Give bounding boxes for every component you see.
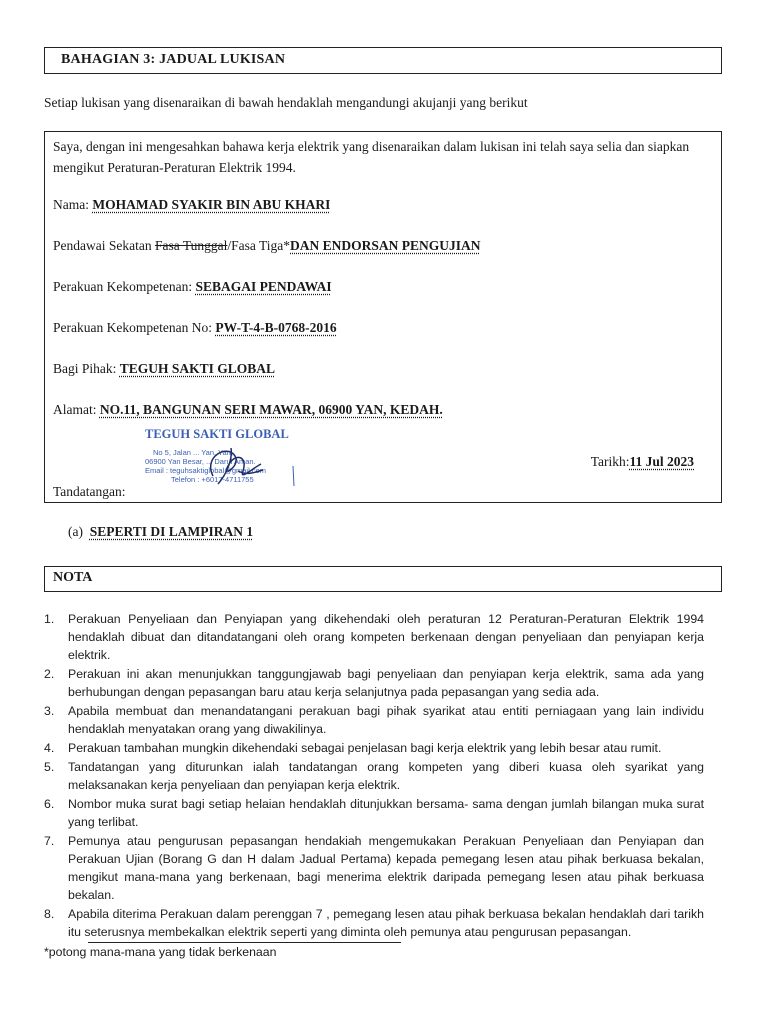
kekompetenan-label: Perakuan Kekompetenan:	[53, 279, 193, 294]
note-number: 5.	[44, 760, 55, 774]
stamp-company: TEGUH SAKTI GLOBAL	[145, 427, 289, 441]
tarikh-row	[591, 454, 694, 470]
stamp-line-4: Telefon : +6017-4711755	[171, 475, 254, 484]
item-a-value: SEPERTI DI LAMPIRAN 1	[89, 524, 254, 539]
note-text: Apabila diterima Perakuan dalam perenggan 7 , pemegang lesen atau pihak berkuasa bekalan hendaklah dari tarikh itu seterusnya membekalkan elektrik seperti yang diminta oleh pemunya atau pengurusan pepasangan.	[68, 907, 704, 939]
alamat-value: NO.11, BANGUNAN SERI MAWAR, 06900 YAN, KEDAH.	[99, 402, 443, 417]
kekompetenan-no-row	[53, 320, 337, 336]
note-number: 1.	[44, 612, 55, 626]
note-text: Pemunya atau pengurusan pepasangan hendakiah mengemukakan Perakuan Penyeliaan dan Penyiapan dan Perakuan Ujian (Borang G dan H dalam Jadual Pertama) kepada pemegang lesen atau pihak berkuasa bekalan, mengikut mana-mana yang berkenaan, bagi menerima elektrik daripada pemegang lesen atau pihak berkuasa bekalan.	[68, 834, 704, 902]
nama-row	[53, 197, 330, 213]
note-text: Apabila membuat dan menandatangani perakuan bagi pihak syarikat atau entiti perniagaan yang lain individu hendaklah menyatakan orang yang diwakilinya.	[68, 704, 704, 736]
kekompetenan-no-value: PW-T-4-B-0768-2016	[215, 320, 337, 335]
item-a-label: (a)	[68, 524, 83, 539]
nota-title	[44, 566, 722, 592]
stamp-line-3: Email : teguhsaktiglobal@gmail.com	[145, 466, 266, 475]
pendawai-struck-option: Fasa Tunggal	[154, 238, 228, 253]
list-item	[44, 702, 704, 738]
pihak-row	[53, 361, 275, 377]
pendawai-value: DAN ENDORSAN PENGUJIAN	[290, 238, 481, 253]
section-title-text: BAHAGIAN 3: JADUAL LUKISAN	[61, 52, 286, 67]
note-number: 6.	[44, 797, 55, 811]
section-title	[44, 47, 722, 74]
tandatangan-label: Tandatangan:	[53, 484, 126, 499]
list-item	[44, 739, 704, 757]
footnote: *potong mana-mana yang tidak berkenaan	[44, 945, 277, 959]
pendawai-option: /Fasa Tiga*	[227, 238, 291, 253]
list-item	[44, 758, 704, 794]
declaration-statement: Saya, dengan ini mengesahkan bahawa kerja elektrik yang disenaraikan dalam lukisan ini telah saya selia dan siapkan mengikut Peraturan-Peraturan Elektrik 1994.	[53, 139, 690, 175]
note-text: Nombor muka surat bagi setiap helaian hendaklah ditunjukkan bersama- sama dengan jumlah bilangan muka surat yang terlibat.	[68, 797, 704, 829]
kekompetenan-row	[53, 279, 332, 295]
nama-value: MOHAMAD SYAKIR BIN ABU KHARI	[92, 197, 331, 212]
alamat-row	[53, 402, 443, 418]
pendawai-row	[53, 238, 481, 254]
company-stamp-image	[143, 426, 303, 496]
note-number: 2.	[44, 667, 55, 681]
list-item	[44, 665, 704, 701]
list-item	[44, 610, 704, 664]
footnote-divider	[88, 942, 401, 943]
item-a	[68, 524, 253, 540]
note-number: 7.	[44, 834, 55, 848]
intro-text: Setiap lukisan yang disenaraikan di bawah hendaklah mengandungi akujanji yang berikut	[44, 95, 528, 110]
alamat-label: Alamat:	[53, 402, 97, 417]
note-text: Tandatangan yang diturunkan ialah tandatangan orang kompeten yang diberi kuasa oleh syarikat yang melaksanakan kerja penyeliaan dan penyiapan kerja elektrik.	[68, 760, 704, 792]
list-item	[44, 795, 704, 831]
kekompetenan-value: SEBAGAI PENDAWAI	[195, 279, 332, 294]
stamp-line-2: 06900 Yan Besar, ... Darul Aman.	[145, 457, 256, 466]
stamp-line-1: No 5, Jalan ... Yan, Yan,	[153, 448, 233, 457]
notes-list	[44, 610, 704, 942]
note-number: 4.	[44, 741, 55, 755]
kekompetenan-no-label: Perakuan Kekompetenan No:	[53, 320, 212, 335]
list-item	[44, 832, 704, 904]
tarikh-value: 11 Jul 2023	[629, 454, 694, 469]
tarikh-label: Tarikh:	[590, 454, 630, 469]
note-text: Perakuan Penyeliaan dan Penyiapan yang dikehendaki oleh peraturan 12 Peraturan-Peraturan Elektrik 1994 hendaklah dibuat dan ditandatangani oleh orang kompeten berkenaan dengan penyeliaan dan penyiapan kerja elektrik.	[68, 612, 704, 662]
note-number: 3.	[44, 704, 55, 718]
nama-label: Nama:	[53, 197, 89, 212]
pihak-label: Bagi Pihak:	[53, 361, 117, 376]
note-text: Perakuan ini akan menunjukkan tanggungjawab bagi penyeliaan dan penyiapan kerja elektrik, sama ada yang berhubungan dengan pepasangan baru atau kerja selanjutnya pada pepasangan yang sedia ada.	[68, 667, 704, 699]
pihak-value: TEGUH SAKTI GLOBAL	[119, 361, 276, 376]
note-text: Perakuan tambahan mungkin dikehendaki sebagai penjelasan bagi kerja elektrik yang lebih besar atau rumit.	[68, 741, 662, 755]
pendawai-label: Pendawai Sekatan	[53, 238, 155, 253]
nota-title-text: NOTA	[53, 570, 93, 585]
declaration-box	[44, 131, 722, 503]
note-number: 8.	[44, 907, 55, 921]
list-item	[44, 905, 704, 941]
